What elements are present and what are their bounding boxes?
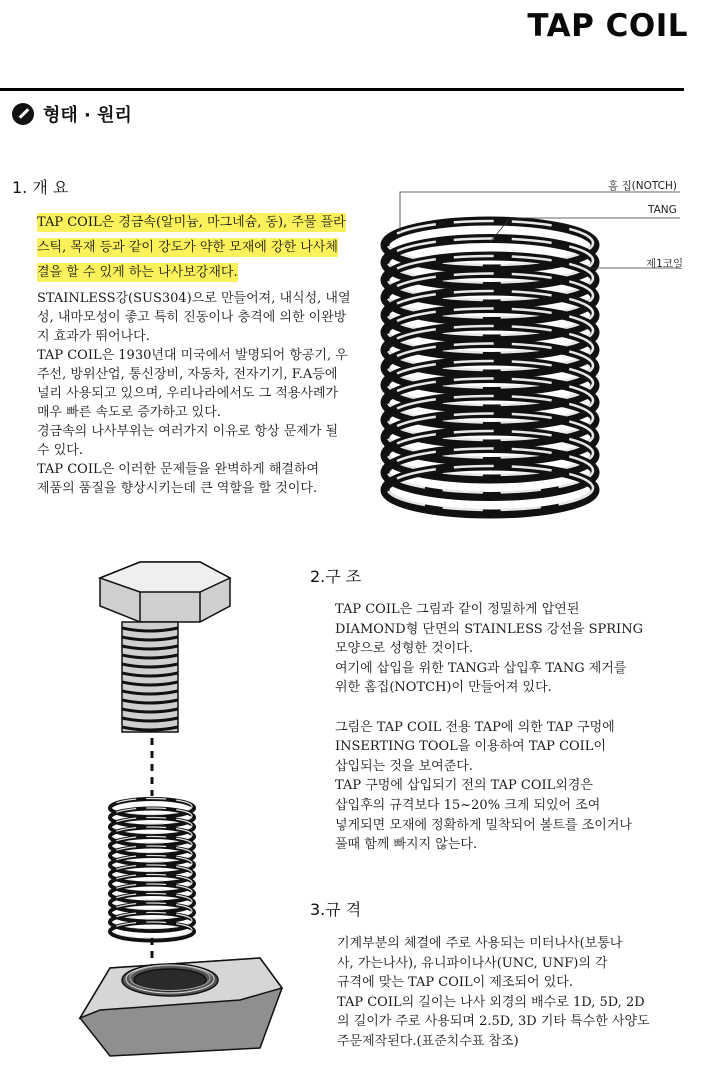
text-line: 삽입되는 것을 보여준다. <box>335 758 473 774</box>
coil-illustration <box>360 170 700 530</box>
text-line: 제품의 품질을 향상시키는데 큰 역할을 할 것이다. <box>37 481 318 496</box>
text-line: 주문제작된다.(표준치수표 참조) <box>337 1033 519 1049</box>
text-line: 사, 가는나사), 유니파이나사(UNC, UNF)의 각 <box>337 955 608 971</box>
highlighted-intro <box>37 210 357 285</box>
tang-label: TANG <box>648 204 677 216</box>
text-line: TAP COIL은 1930년대 미국에서 발명되어 항공기, 우 <box>37 348 348 363</box>
text-line: 그림은 TAP COIL 전용 TAP에 의한 TAP 구멍에 <box>335 719 615 735</box>
section-title: 형태 · 원리 <box>43 105 132 126</box>
overview-text <box>37 289 357 498</box>
highlight-line: 결을 할 수 있게 하는 나사보강재다. <box>37 265 238 280</box>
text-line: 규격에 맞는 TAP COIL이 제조되어 있다. <box>337 975 573 991</box>
text-line: 의 길이가 주로 사용되며 2.5D, 3D 기타 특수한 사양도 <box>337 1014 650 1030</box>
text-line: DIAMOND형 단면의 STAINLESS 강선을 SPRING <box>335 621 643 637</box>
text-line: 지 효과가 뛰어나다. <box>37 329 150 344</box>
text-line: 풀때 함께 빠지지 않는다. <box>335 837 478 853</box>
header-rule <box>0 88 684 91</box>
text-line: TAP 구멍에 삽입되기 전의 TAP COIL외경은 <box>335 778 593 794</box>
brand-title: TAP COIL <box>527 8 688 44</box>
notch-label: 홈 집(NOTCH) <box>608 180 677 192</box>
text-line: TAP COIL의 길이는 나사 외경의 배수로 1D, 5D, 2D <box>337 994 645 1010</box>
text-line <box>335 698 715 718</box>
text-line: STAINLESS강(SUS304)으로 만들어져, 내식성, 내열 <box>37 291 351 306</box>
section-heading <box>12 101 132 127</box>
first-coil-label: 제1코일 <box>646 258 684 270</box>
text-line: 주선, 방위산업, 통신장비, 자동차, 전자기기, F.A등에 <box>37 367 338 382</box>
text-line: 넣게되면 모재에 정확하게 밀착되어 볼트를 조이거나 <box>335 817 632 833</box>
tapped-base-block <box>80 958 282 1056</box>
text-line: 경금속의 나사부위는 여러가지 이유로 항상 문제가 될 <box>37 424 339 439</box>
highlight-line: 스틱, 목재 등과 같이 강도가 약한 모재에 강한 나사체 <box>37 240 338 255</box>
text-line: 수 있다. <box>37 443 83 458</box>
structure-body <box>335 600 715 855</box>
text-line: 삽입후의 규격보다 15~20% 크게 되있어 조여 <box>335 797 601 813</box>
text-line: TAP COIL은 그림과 같이 정밀하게 압연된 <box>335 602 580 617</box>
text-line: TAP COIL은 이러한 문제들을 완벽하게 해결하여 <box>37 462 320 477</box>
text-line: 위한 홈집(NOTCH)이 만들어져 있다. <box>335 680 552 696</box>
spec-body <box>337 934 717 1052</box>
structure-heading: 2.구 조 <box>310 567 362 586</box>
spec-heading: 3.규 격 <box>310 900 362 919</box>
text-line: 모양으로 성형한 것이다. <box>335 641 473 657</box>
pen-nib-icon <box>12 103 34 125</box>
text-line: 매우 빠른 속도로 증가하고 있다. <box>37 405 221 420</box>
hex-bolt-head <box>100 562 230 622</box>
overview-heading: 1. 개 요 <box>12 178 69 197</box>
text-line: 널리 사용되고 있으며, 우리나라에서도 그 적용사례가 <box>37 386 339 401</box>
text-line: 기계부분의 체결에 주로 사용되는 미터나사(보통나 <box>337 936 623 951</box>
text-line: 성, 내마모성이 좋고 특히 진동이나 충격에 의한 이완방 <box>37 310 347 325</box>
overview-body <box>37 210 357 498</box>
bolt-insert-illustration <box>70 548 290 1068</box>
highlight-line: TAP COIL은 경금속(알미늄, 마그네슘, 동), 주물 플라 <box>37 215 346 230</box>
text-line: INSERTING TOOL을 이용하여 TAP COIL이 <box>335 739 606 755</box>
text-line: 여기에 삽입을 위한 TANG과 삽입후 TANG 제거를 <box>335 660 627 676</box>
